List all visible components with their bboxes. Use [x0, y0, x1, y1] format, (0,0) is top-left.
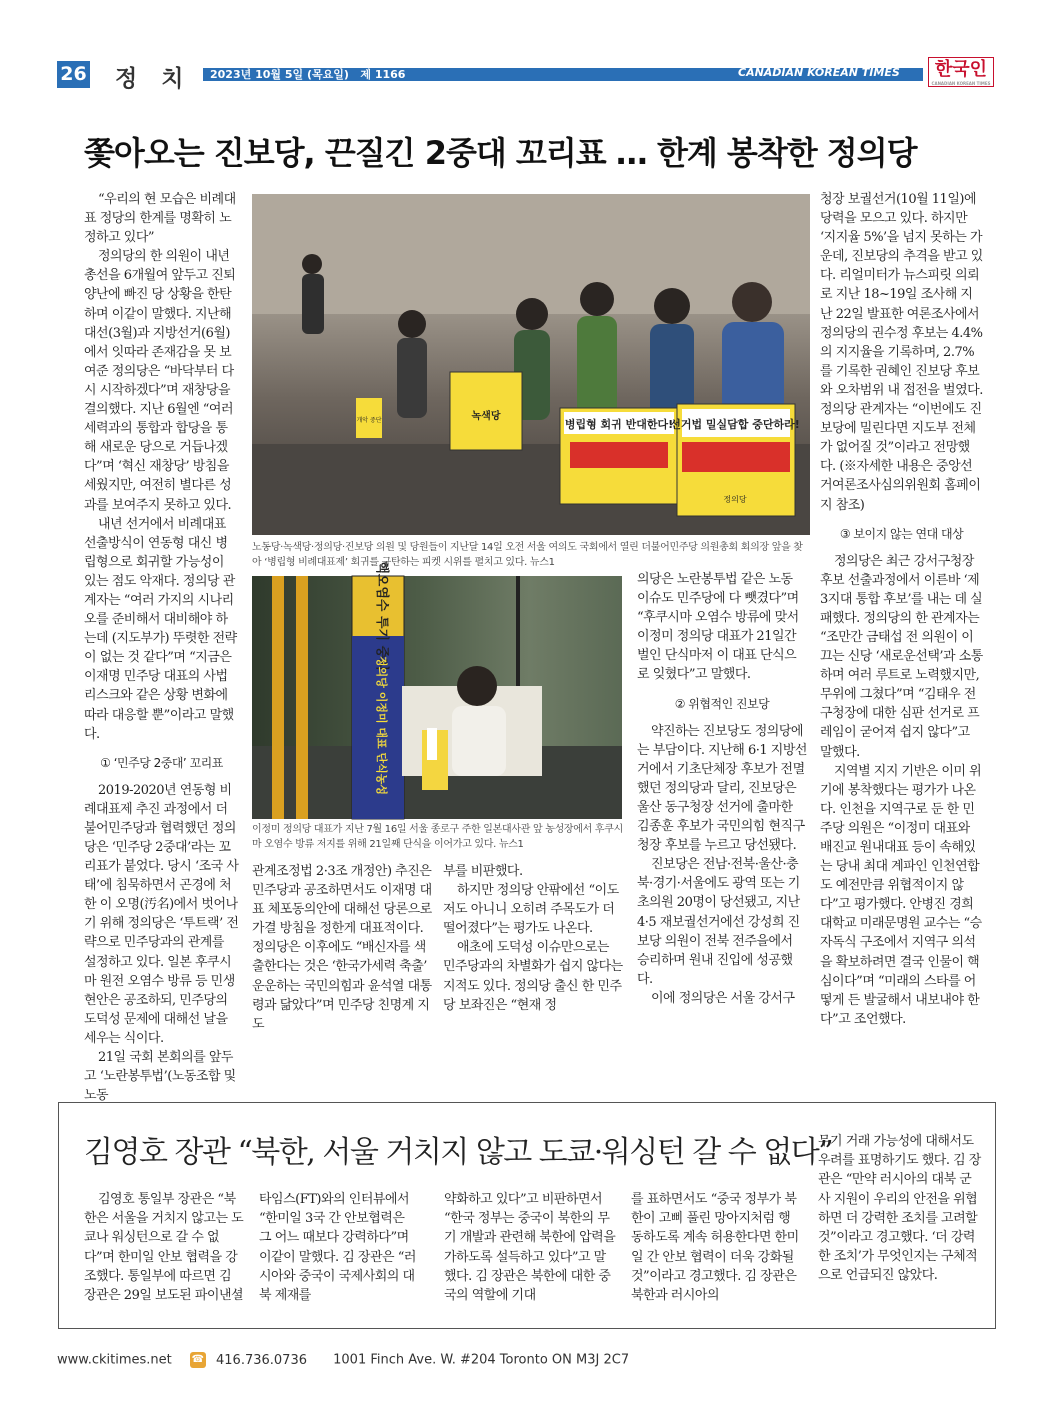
paragraph: 무기 거래 가능성에 대해서도 우려를 표명하기도 했다. 김 장관은 “만약 러시아의 대북 군사 지원이 우리의 안전을 위협하면 더 강력한 조치를 고려할 것”이라고 경고했다. ‘더 강력한 조치’가 무엇인지는 구체적으로 언급되진 않았다.	[818, 1134, 981, 1284]
paragraph: “우리의 현 모습은 비례대표 정당의 한계를 명확히 노정하고 있다”	[84, 192, 236, 246]
paragraph: 청장 보궐선거(10월 11일)에 당력을 모으고 있다. 하지만 ‘지지율 5%’을 넘지 못하는 가운데, 진보당의 추격을 받고 있다. 리얼미터가 뉴스피릿 의뢰로 지난 18~19일 조사해 지난 22일 발표한 여론조사에서 정의당의 권수정 후보는 4.4%의 지지율을 기록하며, 2.7%를 기록한 권혜인 진보당 후보와 오차범위 내 접전을 벌였다. 정의당 관계자는 “이번에도 진보당에 밀린다면 지도부 전체가 없어질 것”이라고 전망했다. (※자세한 내용은 중앙선거여론조사심의위원회 홈페이지 참조)	[820, 192, 983, 513]
hunger-strike-illustration	[252, 561, 622, 819]
footer-website[interactable]: www.ckitimes.net	[57, 1352, 172, 1368]
sign-text: 핵오염수 투기 중지	[374, 561, 389, 671]
boxed-headline: 김영호 장관 “북한, 서울 거치지 않고 도쿄·워싱턴 갈 수 없다”	[84, 1135, 833, 1170]
logo-subtext: CANADIAN KOREAN TIMES	[931, 81, 991, 86]
paragraph: 2019-2020년 연동형 비례대표제 추진 과정에서 더불어민주당과 협력했던 정의당은 ‘민주당 2중대’라는 꼬리표가 붙었다. 당시 ‘조국 사태’에 침묵하면서 곤경에 처한 이 오명(汚名)에서 벗어나기 위해 정의당은 ‘투트랙’ 전략으로 민주당과의 관계를 설정하고 있다. 일본 후쿠시마 원전 오염수 방류 등 민생 현안은 공조하되, 민주당의 도덕성 문제에 대해선 날을 세우는 식이다.	[84, 782, 239, 1046]
phone-icon: ☎	[190, 1352, 206, 1368]
boxed-column-2	[259, 1190, 419, 1315]
paragraph: 의당은 노란봉투법 같은 노동 이슈도 민주당에 다 뺏겼다”며 “후쿠시마 오염수 방류에 맞서 이정미 정의당 대표가 21일간 벌인 단식마저 이 대표 단식으로 잊혔다”고 말했다.	[637, 572, 799, 683]
boxed-column-1	[84, 1190, 244, 1315]
newspaper-logo	[928, 57, 994, 87]
subheading: ② 위협적인 진보당	[674, 696, 770, 711]
paragraph: 진보당은 전남·전북·울산·충북·경기·서울에도 광역 또는 기초의원 20명이 당선됐고, 지난 4·5 재보궐선거에선 강성희 진보당 의원이 전북 전주을에서 승리하며 원내 진입에 성공했다.	[637, 857, 800, 987]
boxed-column-3	[444, 1190, 616, 1315]
section-title: 정 치	[115, 66, 192, 92]
paragraph: 정의당의 한 의원이 내년 총선을 6개월여 앞두고 진퇴양난에 빠진 당 상황을 한탄하며 이같이 말했다. 지난해 대선(3월)과 지방선거(6월)에서 잇따라 존재감을 못 보여준 정의당은 “바닥부터 다시 시작하겠다”며 재창당을 결의했다. 지난 6월엔 “여러 세력과의 통합과 합당을 통해 새로운 당으로 거듭나겠다”며 ‘혁신 재창당’ 방침을 세웠지만, 여전히 별다른 성과를 보여주지 못하고 있다.	[84, 249, 236, 513]
sign-text: 개악 중단	[356, 417, 382, 424]
page-number: 26	[57, 61, 90, 88]
photo-caption: 이정미 정의당 대표가 지난 7월 16일 서울 종로구 주한 일본대사관 앞 농성장에서 후쿠시마 오염수 방류 저지를 위해 21일째 단식을 이어가고 있다. 뉴스1	[252, 824, 623, 850]
protest-photo	[252, 194, 810, 535]
article-column-2	[252, 862, 432, 1062]
paragraph: 21일 국회 본회의를 앞두고 ‘노란봉투법’(노동조합 및 노동	[84, 1050, 236, 1104]
paragraph: 이에 정의당은 서울 강서구	[651, 990, 795, 1006]
boxed-column-5	[818, 1132, 983, 1317]
paragraph: 내년 선거에서 비례대표 선출방식이 연동형 대신 병립형으로 회귀할 가능성이 있는 점도 악재다. 정의당 관계자는 “여러 가지의 시나리오를 준비해서 대비해야 하는데 (지도부가) 뚜렷한 전략이 없는 것 같다”며 “지금은 이재명 민주당 대표의 사법리스크와 같은 상황 변화에 따라 대응할 뿐”이라고 말했다.	[84, 516, 237, 742]
paper-name: CANADIAN KOREAN TIMES	[738, 66, 900, 79]
paragraph: 부를 비판했다.	[443, 864, 523, 879]
sign-text: 선거법 밀실담합 중단하라!	[670, 418, 800, 431]
article-column-4	[637, 570, 807, 1060]
logo-text: 한국인	[934, 59, 988, 80]
sign-text: 병립형 회귀 반대한다!	[564, 418, 674, 431]
paragraph: 김영호 통일부 장관은 “북한은 서울을 거치지 않고는 도쿄나 워싱턴으로 갈 수 없다”며 한미일 안보 협력을 강조했다. 통일부에 따르면 김 장관은 29일 보도된 파이낸셜	[84, 1192, 244, 1304]
main-headline: 쫓아오는 진보당, 끈질긴 2중대 꼬리표 … 한계 봉착한 정의당	[84, 134, 917, 172]
sign-text: 녹색당	[471, 411, 501, 422]
paragraph: 애초에 도덕성 이슈만으로는 민주당과의 차별화가 쉽지 않다는 지적도 있다. 정의당 출신 한 민주당 보좌진은 “현재 정	[443, 940, 623, 1013]
paragraph: 를 표하면서도 “중국 정부가 북한이 고삐 풀린 망아지처럼 행동하도록 계속 허용한다면 한미일 간 안보 협력이 더욱 강화될 것”이라고 경고했다. 김 장관은 북한과 러시아의	[631, 1192, 799, 1304]
subheading: ① ‘민주당 2중대’ 꼬리표	[100, 755, 223, 770]
sign-text: 정의당 이정미 대표 단식농성	[375, 656, 388, 795]
subheading: ③ 보이지 않는 연대 대상	[839, 526, 964, 541]
paragraph: 타임스(FT)와의 인터뷰에서 “한미일 3국 간 안보협력은 그 어느 때보다 강력하다”며 이같이 말했다. 김 장관은 “러시아와 중국이 국제사회의 대북 제재를	[259, 1192, 416, 1304]
footer-address: 1001 Finch Ave. W. #204 Toronto ON M3J 2C7	[333, 1352, 630, 1368]
paragraph: 관계조정법 2·3조 개정안) 추진은 민주당과 공조하면서도 이재명 대표 체포동의안에 대해선 당론으로 가결 방침을 정한게 대표적이다. 정의당은 이후에도 “배신자를 색출한다는 것은 ‘한국가세력 축출’ 운운하는 국민의힘과 윤석열 대통령과 닮았다”며 민주당 친명계 지도	[252, 864, 432, 1032]
sign-text: 정의당	[723, 495, 747, 504]
paragraph: 약화하고 있다”고 비판하면서 “한국 정부는 중국이 북한의 무기 개발과 관련해 북한에 압력을 가하도록 설득하고 있다”고 말했다. 김 장관은 북한에 대한 중국의 역할에 기대	[444, 1192, 616, 1304]
issue-date: 2023년 10월 5일 (목요일) 제 1166	[210, 68, 406, 81]
article-column-5	[820, 190, 983, 1060]
article-column-3	[443, 862, 623, 1062]
footer	[57, 1352, 629, 1368]
hunger-strike-photo	[252, 561, 622, 819]
photo-caption: 노동당·녹색당·정의당·진보당 의원 및 당원들이 지난달 14일 오전 서울 여의도 국회에서 열린 더불어민주당 의원총회 회의장 앞을 찾아 ‘병립형 비례대표제’ 회귀를 규탄하는 피켓 시위를 펼치고 있다. 뉴스1	[252, 542, 803, 568]
paragraph: 하지만 정의당 안팎에선 “이도 저도 아니니 오히려 주목도가 더 떨어졌다”는 평가도 나온다.	[443, 883, 619, 937]
protest-illustration	[252, 194, 810, 535]
paragraph: 정의당은 최근 강서구청장 후보 선출과정에서 이른바 ‘제3지대 통합 후보’를 내는 데 실패했다. 정의당의 한 관계자는 “조만간 금태섭 전 의원이 이끄는 신당 ‘새로운선택’과 소통하며 여러 루트로 노력했지만, 무위에 그쳤다”며 “김태우 전 구청장에 대한 심판 선거로 프레임이 굳어져 쉽지 않다”고 말했다.	[820, 553, 983, 760]
footer-phone[interactable]: 416.736.0736	[216, 1352, 307, 1368]
article-column-1	[84, 190, 239, 1104]
boxed-column-4	[631, 1190, 801, 1315]
paragraph: 약진하는 진보당도 정의당에는 부담이다. 지난해 6·1 지방선거에서 기초단체장 후보가 전멸했던 정의당과 달리, 진보당은 울산 동구청장 선거에 출마한 김종훈 후보가 국민의힘 현직구청장 후보를 누르고 당선됐다.	[637, 723, 807, 854]
paragraph: 지역별 지지 기반은 이미 위기에 봉착했다는 평가가 나온다. 인천을 지역구로 둔 한 민주당 의원은 “이정미 대표와 배진교 원내대표 등이 속해있는 당내 최대 계파인 인천연합도 예전만큼 위협적이지 않다”고 평가했다. 안병진 경희대학교 미래문명원 교수는 “승자독식 구조에서 지역구 의석을 확보하려면 결국 인물이 핵심이다”며 “미래의 스타를 어떻게 든 발굴해서 내보내야 한다”고 조언했다.	[820, 763, 982, 1027]
